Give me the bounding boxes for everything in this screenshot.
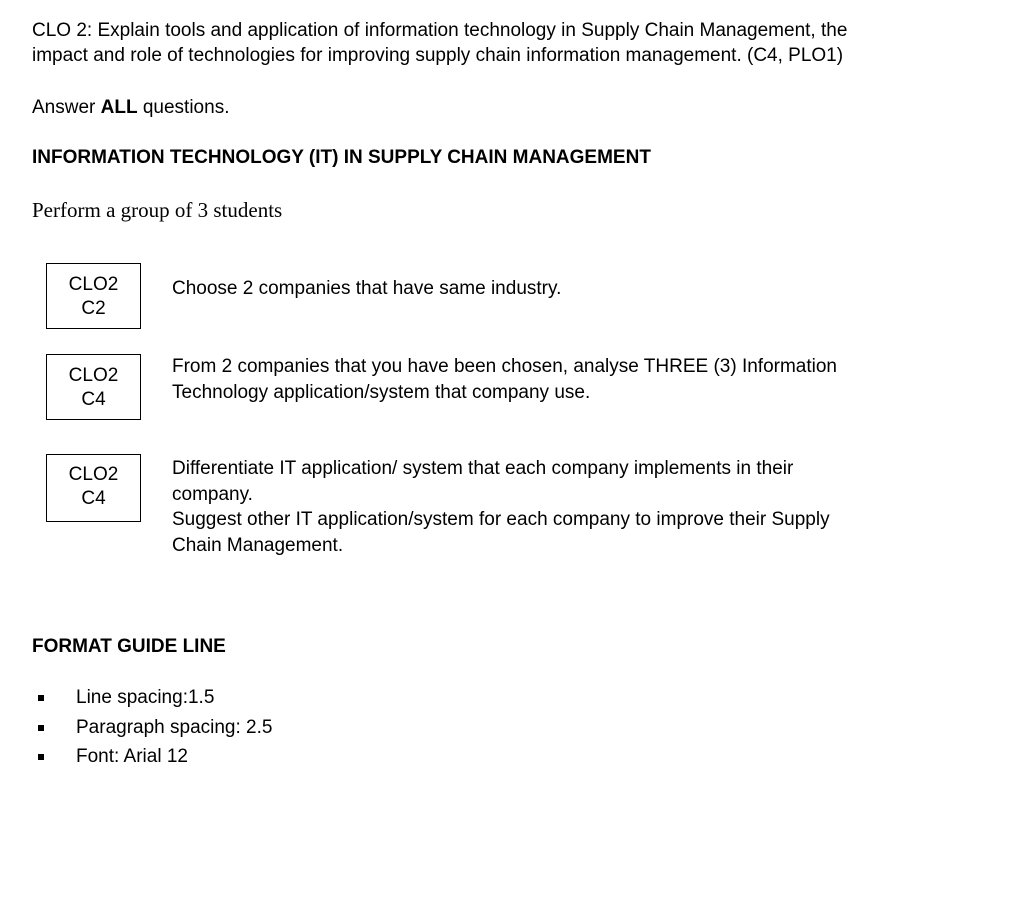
format-guide-list [32,686,272,775]
list-item [32,745,272,775]
clo-code: CLO2 [68,274,119,295]
clo-badge-task-1 [46,263,141,329]
square-bullet-icon [38,725,44,731]
cognitive-level: C4 [81,389,106,410]
format-guide-heading: FORMAT GUIDE LINE [32,636,226,657]
answer-emphasis: ALL [100,97,138,118]
clo-description-line-1: CLO 2: Explain tools and application of information technology in Supply Chain Management, the [32,20,848,41]
cognitive-level: C2 [81,298,106,319]
task-line: From 2 companies that you have been chosen, analyse THREE (3) Information [172,356,837,377]
clo-code: CLO2 [68,464,119,485]
task-line: company. [172,483,253,505]
list-item-text: Paragraph spacing: 2.5 [76,716,273,738]
task-1-text [172,276,992,302]
square-bullet-icon [38,695,44,701]
clo-description-line-2: impact and role of technologies for improving supply chain information management. (C4, PLO1) [32,45,844,66]
task-2-text [172,354,992,405]
clo-badge-task-3 [46,454,141,522]
task-line: Suggest other IT application/system for each company to improve their Supply [172,509,830,530]
answer-suffix: questions. [142,97,230,118]
group-note: Perform a group of 3 students [32,198,283,222]
list-item-text: Line spacing:1.5 [76,687,215,708]
task-line: Differentiate IT application/ system that each company implements in their [172,458,794,479]
task-line: Chain Management. [172,534,344,556]
clo-badge-task-2 [46,354,141,420]
list-item [32,716,272,746]
square-bullet-icon [38,754,44,760]
clo-code: CLO2 [68,365,119,386]
cognitive-level: C4 [81,488,106,509]
answer-instruction [32,96,229,119]
task-line: Technology application/system that company use. [172,381,591,403]
answer-prefix: Answer [32,97,96,118]
section-heading: INFORMATION TECHNOLOGY (IT) IN SUPPLY CHAIN MANAGEMENT [32,147,651,168]
list-item [32,686,272,716]
task-line: Choose 2 companies that have same industry. [172,278,562,299]
task-3-text [172,456,992,558]
list-item-text: Font: Arial 12 [76,746,188,767]
